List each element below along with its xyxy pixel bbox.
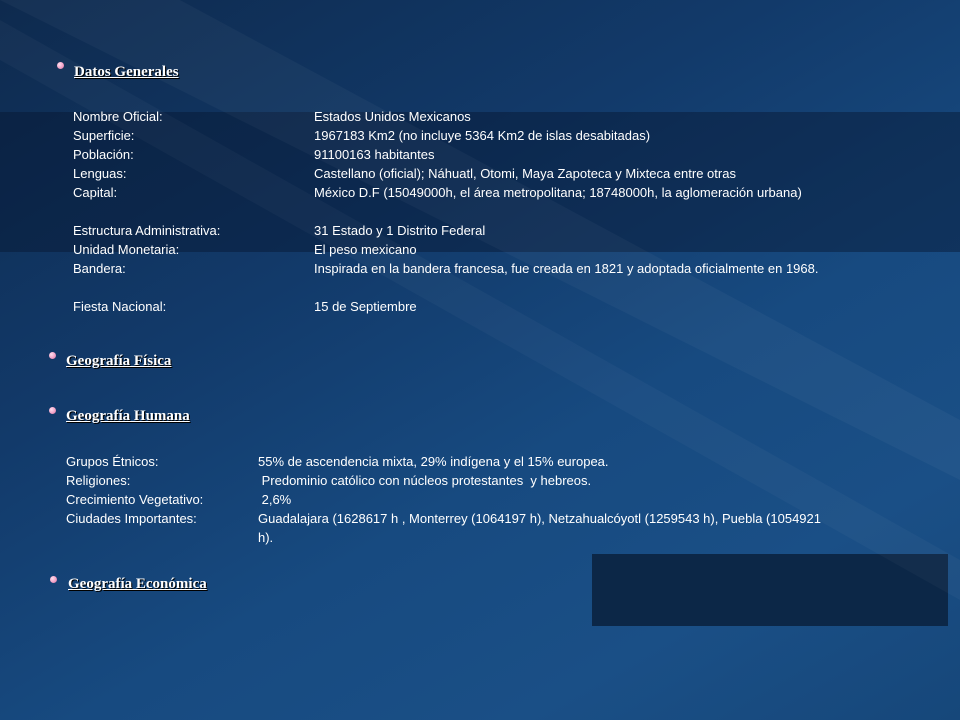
label-crecimiento-vegetativo: Crecimiento Vegetativo: [66, 492, 204, 507]
value-capital: México D.F (15049000h, el área metropolitana; 18748000h, la aglomeración urbana) [314, 185, 802, 200]
value-crecimiento-vegetativo: 2,6% [258, 492, 292, 507]
heading-geografia-humana[interactable]: Geografía Humana [66, 408, 190, 424]
row-lenguas [73, 164, 883, 183]
heading-geografia-fisica[interactable]: Geografía Física [66, 353, 172, 369]
bullet-geografia-economica-icon [50, 576, 57, 583]
value-bandera: Inspirada en la bandera francesa, fue creada en 1821 y adoptada oficialmente en 1968. [314, 261, 819, 276]
label-lenguas: Lenguas: [73, 166, 127, 181]
value-poblacion: 91100163 habitantes [314, 147, 435, 162]
value-fiesta-nacional: 15 de Septiembre [314, 299, 417, 314]
row-poblacion [73, 145, 883, 164]
label-religiones: Religiones: [66, 473, 131, 488]
label-estructura-administrativa: Estructura Administrativa: [73, 223, 221, 238]
bullet-geografia-fisica-icon [49, 352, 56, 359]
row-fiesta-nacional [73, 297, 883, 316]
row-grupos-etnicos [66, 452, 846, 471]
value-ciudades-importantes: Guadalajara (1628617 h , Monterrey (1064197 h), Netzahualcóyotl (1259543 h), Puebla (1054921 h). [258, 511, 821, 545]
value-religiones: Predominio católico con núcleos protestantes y hebreos. [258, 473, 592, 488]
row-bandera [73, 259, 883, 297]
value-grupos-etnicos: 55% de ascendencia mixta, 29% indígena y el 15% europea. [258, 454, 609, 469]
value-nombre-oficial: Estados Unidos Mexicanos [314, 109, 471, 124]
row-capital [73, 183, 883, 221]
label-capital: Capital: [73, 185, 118, 200]
row-crecimiento-vegetativo [66, 490, 846, 509]
row-estructura-administrativa [73, 221, 883, 240]
label-bandera: Bandera: [73, 261, 126, 276]
label-unidad-monetaria: Unidad Monetaria: [73, 242, 180, 257]
bullet-geografia-humana-icon [49, 407, 56, 414]
label-superficie: Superficie: [73, 128, 135, 143]
bullet-datos-generales-icon [57, 62, 64, 69]
row-unidad-monetaria [73, 240, 883, 259]
label-grupos-etnicos: Grupos Étnicos: [66, 454, 159, 469]
value-estructura-administrativa: 31 Estado y 1 Distrito Federal [314, 223, 486, 238]
value-unidad-monetaria: El peso mexicano [314, 242, 417, 257]
row-ciudades-importantes [66, 509, 846, 547]
value-superficie: 1967183 Km2 (no incluye 5364 Km2 de islas desabitadas) [314, 128, 651, 143]
label-fiesta-nacional: Fiesta Nacional: [73, 299, 167, 314]
label-ciudades-importantes: Ciudades Importantes: [66, 511, 197, 526]
row-nombre-oficial [73, 107, 883, 126]
row-religiones [66, 471, 846, 490]
row-superficie [73, 126, 883, 145]
heading-geografia-economica[interactable]: Geografía Económica [68, 576, 207, 592]
label-nombre-oficial: Nombre Oficial: [73, 109, 163, 124]
heading-datos-generales[interactable]: Datos Generales [74, 64, 179, 80]
value-lenguas: Castellano (oficial); Náhuatl, Otomi, Maya Zapoteca y Mixteca entre otras [314, 166, 736, 181]
label-poblacion: Población: [73, 147, 134, 162]
